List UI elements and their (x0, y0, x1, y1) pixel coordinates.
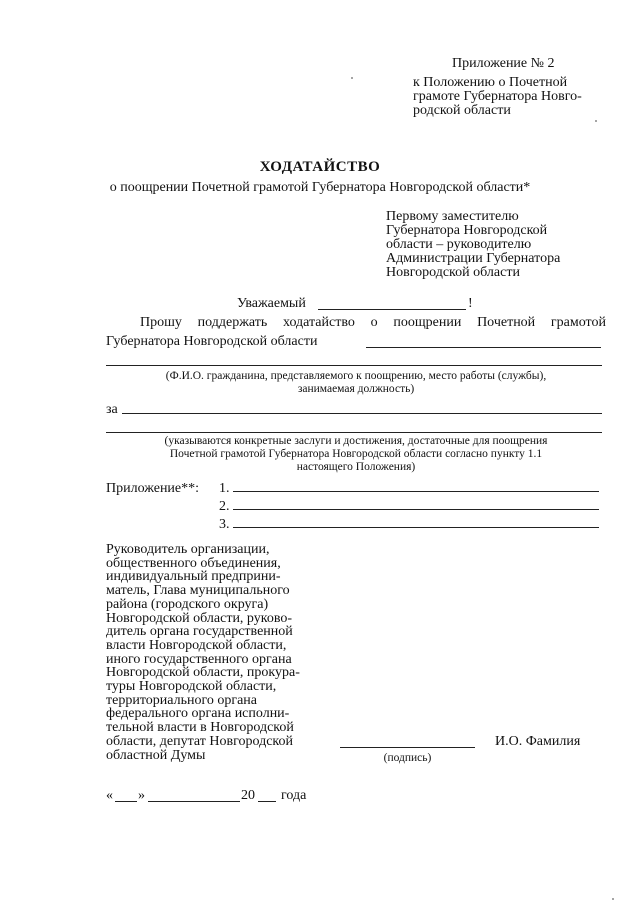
addressee-line: Первому заместителю (386, 209, 519, 224)
attachment-field-1[interactable] (233, 491, 599, 492)
scan-speck (595, 120, 597, 122)
signatory-line: области, депутат Новгородской (106, 733, 294, 749)
merits-field-continuation[interactable] (106, 432, 602, 433)
document-subtitle: о поощрении Почетной грамотой Губернатора Новгородской области* (109, 180, 531, 195)
merits-field[interactable] (122, 413, 602, 414)
request-text-line1: Прошу поддержать ходатайство о поощрении Почетной грамотой (140, 315, 606, 330)
appendix-reference-line: грамоте Губернатора Новго- (413, 89, 582, 104)
attachment-field-3[interactable] (233, 527, 599, 528)
scan-speck (612, 898, 614, 900)
attachment-number: 1. (219, 481, 230, 496)
caption-line: Почетной грамотой Губернатора Новгородской области согласно пункту 1.1 (169, 448, 543, 460)
signatory-line: Новгородской области, прокура- (106, 665, 300, 681)
signatory-line: тельной власти в Новгородской (106, 720, 294, 736)
request-text-line2: Губернатора Новгородской области (106, 334, 318, 349)
greeting-text: Уважаемый (237, 296, 306, 311)
attachment-field-2[interactable] (233, 509, 599, 510)
nominee-details-field[interactable] (106, 365, 602, 366)
attachments-label: Приложение**: (106, 481, 200, 496)
signer-name: И.О. Фамилия (495, 734, 581, 749)
appendix-reference-line: к Положению о Почетной (413, 75, 568, 90)
document-title: ХОДАТАЙСТВО (259, 159, 381, 175)
signatory-line: областной Думы (106, 747, 206, 763)
date-close-quote: » (138, 788, 145, 803)
date-row (106, 788, 366, 806)
date-year-suffix: года (281, 788, 307, 803)
signatory-line: индивидуальный предприни- (106, 569, 281, 585)
caption-line: настоящего Положения) (296, 461, 416, 473)
merits-field-caption (140, 435, 572, 474)
signatory-line: Руководитель организации, (106, 542, 270, 557)
merits-prefix-label: за (106, 402, 118, 417)
signatory-line: территориального органа (106, 692, 258, 708)
signatory-line: матель, Глава муниципального (106, 583, 290, 599)
signatory-line: иного государственного органа (106, 651, 292, 667)
addressee-line: Администрации Губернатора (386, 251, 561, 266)
signatory-line: Новгородской области, руково- (106, 610, 293, 626)
signatory-line: федерального органа исполни- (106, 706, 290, 722)
nominee-field-caption (140, 370, 572, 396)
date-year-field[interactable] (258, 801, 276, 802)
date-month-field[interactable] (148, 801, 240, 802)
greeting-exclamation: ! (468, 296, 473, 311)
caption-line: (указываются конкретные заслуги и достижения, достаточные для поощрения (164, 435, 548, 447)
signatory-line: общественного объединения, (106, 555, 281, 571)
addressee-line: Новгородской области (386, 265, 520, 280)
attachment-number: 2. (219, 499, 230, 514)
addressee-line: Губернатора Новгородской (386, 223, 548, 238)
greeting-name-field[interactable] (318, 309, 466, 310)
date-open-quote: « (106, 788, 113, 803)
addressee-block (386, 210, 616, 280)
signatory-line: туры Новгородской области, (106, 679, 277, 695)
signatory-line: власти Новгородской области, (106, 637, 287, 653)
scan-speck (351, 77, 353, 79)
caption-line: занимаемая должность) (297, 383, 415, 395)
addressee-line: области – руководителю (386, 237, 532, 252)
signature-caption: (подпись) (383, 752, 432, 764)
nominee-name-field[interactable] (366, 347, 601, 348)
appendix-reference-line: родской области (413, 103, 511, 118)
caption-line: (Ф.И.О. гражданина, представляемого к поощрению, место работы (службы), (165, 370, 547, 382)
date-day-field[interactable] (115, 801, 137, 802)
date-year-prefix: 20 (241, 788, 255, 803)
attachment-number: 3. (219, 517, 230, 532)
appendix-reference (413, 76, 613, 118)
signatory-line: района (городского округа) (106, 596, 269, 612)
signatory-line: дитель органа государственной (106, 624, 293, 640)
signature-field[interactable] (340, 747, 475, 748)
appendix-heading: Приложение № 2 (452, 56, 555, 71)
signatory-description (106, 543, 316, 762)
